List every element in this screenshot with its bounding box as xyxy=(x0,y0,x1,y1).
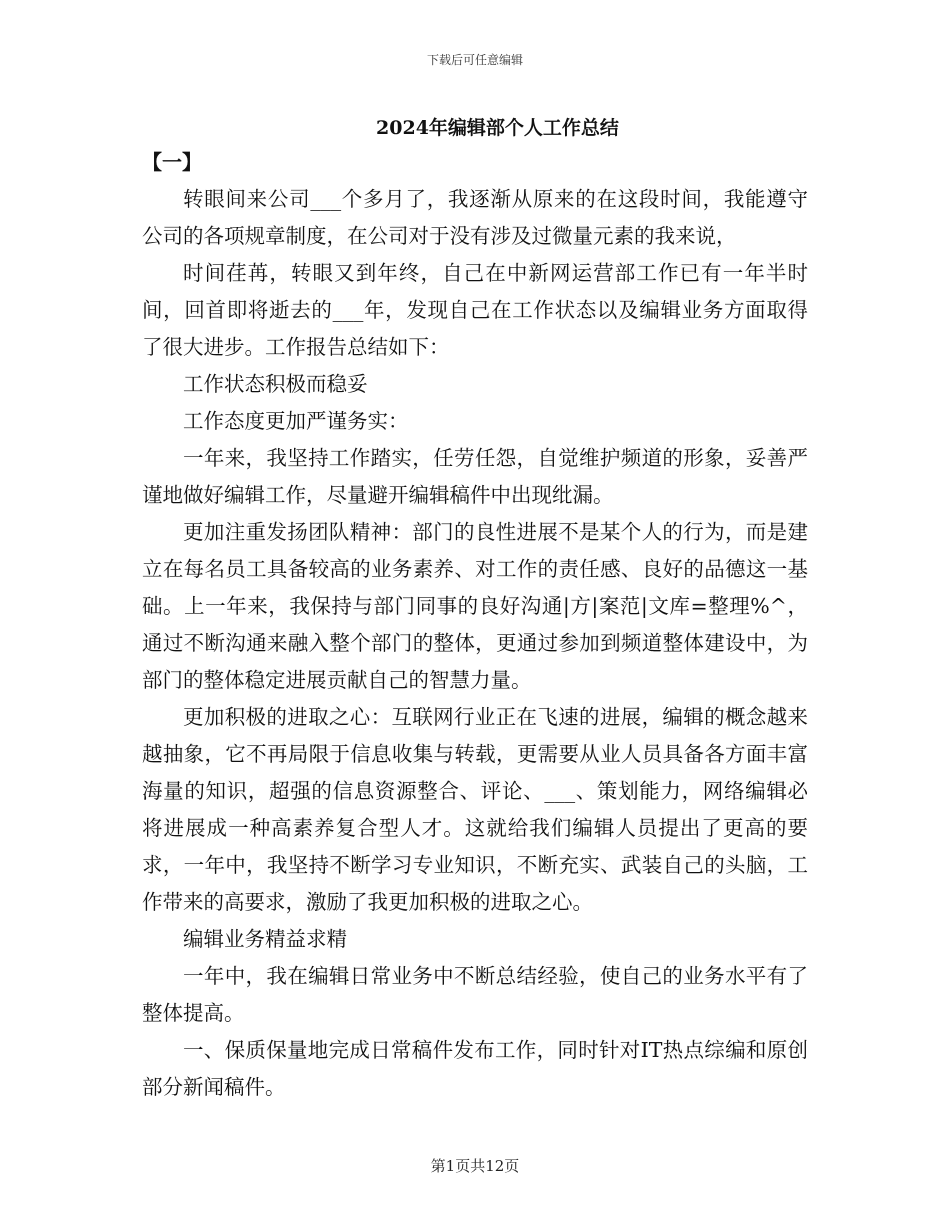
paragraph-7: 更加积极的进取之心：互联网行业正在飞速的进展，编辑的概念越来越抽象，它不再局限于信息收集与转载，更需要从业人员具备各方面丰富海量的知识，超强的信息资源整合、评论、___、策划能力，网络编辑必将进展成一种高素养复合型人才。这就给我们编辑人员提出了更高的要求，一年中，我坚持不断学习专业知识，不断充实、武装自己的头脑，工作带来的高要求，激励了我更加积极的进取之心。 xyxy=(142,705,808,914)
paragraph-10: 一、保质保量地完成日常稿件发布工作，同时针对IT热点综编和原创部分新闻稿件。 xyxy=(142,1038,808,1099)
paragraph-3: 工作状态积极而稳妥 xyxy=(183,372,368,396)
paragraph-1: 转眼间来公司___个多月了，我逐渐从原来的在这段时间，我能遵守公司的各项规章制度，在公司对于没有涉及过微量元素的我来说， xyxy=(142,187,808,248)
paragraph-8: 编辑业务精益求精 xyxy=(183,927,347,951)
paragraph-2: 时间荏苒，转眼又到年终，自己在中新网运营部工作已有一年半时间，回首即将逝去的___年，发现自己在工作状态以及编辑业务方面取得了很大进步。工作报告总结如下： xyxy=(142,261,808,359)
page-indicator: 第1页共12页 xyxy=(430,1157,520,1175)
paragraph-4: 工作态度更加严谨务实： xyxy=(183,409,409,433)
paragraph-9: 一年中，我在编辑日常业务中不断总结经验，使自己的业务水平有了整体提高。 xyxy=(142,964,808,1025)
document-title: 2024年编辑部个人工作总结 xyxy=(376,117,619,139)
paragraph-6: 更加注重发扬团队精神：部门的良性进展不是某个人的行为，而是建立在每名员工具备较高的业务素养、对工作的责任感、良好的品德这一基础。上一年来，我保持与部门同事的良好沟通|方|案范|文库=整理%^，通过不断沟通来融入整个部门的整体，更通过参加到频道整体建设中，为部门的整体稳定进展贡献自己的智慧力量。 xyxy=(142,520,808,692)
document-body xyxy=(142,144,808,1106)
paragraph-5: 一年来，我坚持工作踏实，任劳任怨，自觉维护频道的形象，妥善严谨地做好编辑工作，尽量避开编辑稿件中出现纰漏。 xyxy=(142,446,808,507)
section-tag: 【一】 xyxy=(142,150,202,174)
page-header-note: 下载后可任意编辑 xyxy=(426,53,523,67)
